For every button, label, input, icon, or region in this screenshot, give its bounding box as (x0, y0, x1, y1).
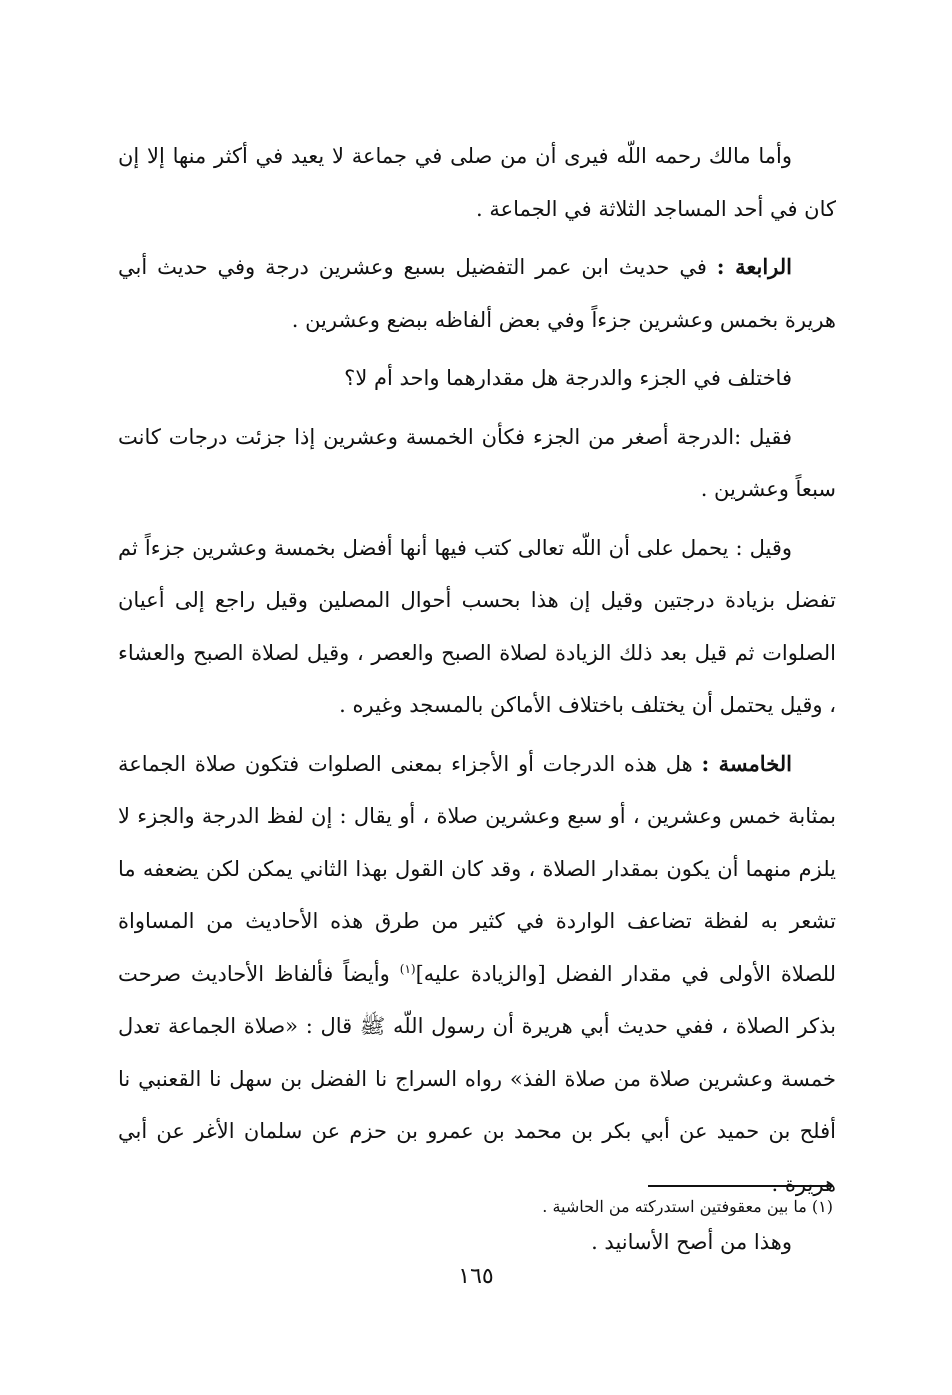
paragraph-fifth (118, 738, 836, 1211)
page-body (118, 130, 836, 1275)
footnote-divider (648, 1185, 833, 1187)
paragraph-second-opinion (118, 522, 836, 732)
footnote: (١) ما بين معقوفتين استدركته من الحاشية . (542, 1197, 833, 1216)
paragraph-fourth (118, 241, 836, 346)
paragraph-text: هل هذه الدرجات أو الأجزاء بمعنى الصلوات فتكون صلاة الجماعة بمثابة خمس وعشرين ، أو سبع وعشرين صلاة ، أو يقال : إن لفظ الدرجة والجزء لا يلزم منهما أن يكون بمقدار الصلاة ، وقد كان القول بهذا الثاني يمكن لكن يضعفه ما تشعر به لفظة تضاعف الواردة في كثير من طرق هذه الأحاديث من المساواة للصلاة الأولى في مقدار الفضل [والزيادة عليه] (118, 751, 837, 986)
page-number: ١٦٥ (458, 1264, 494, 1289)
footnote-reference: (١) (399, 961, 416, 976)
paragraph-text: وقيل : يحمل على أن اللّه تعالى كتب فيها أنها أفضل بخمسة وعشرين جزءاً ثم تفضل بزيادة درجتين وقيل إن هذا بحسب أحوال المصلين وقيل راجع إلى أعيان الصلوات ثم قيل بعد ذلك الزيادة لصلاة الصبح والعصر ، وقيل لصلاة الصبح والعشاء ، وقيل يحتمل أن يختلف باختلاف الأماكن بالمسجد وغيره . (118, 535, 836, 717)
paragraph-text: فاختلف في الجزء والدرجة هل مقدارهما واحد أم لا؟ (344, 366, 792, 390)
paragraph-text: في حديث ابن عمر التفضيل بسبع وعشرين درجة وفي حديث أبي هريرة بخمس وعشرين جزءاً وفي بعض ألفاظه ببضع وعشرين . (118, 255, 836, 332)
paragraph-malik (118, 130, 836, 235)
paragraph-text: وهذا من أصح الأسانيد . (591, 1230, 792, 1254)
paragraph-closing (118, 1216, 836, 1269)
paragraph-text: فقيل :الدرجة أصغر من الجزء فكأن الخمسة وعشرين إذا جزئت درجات كانت سبعاً وعشرين . (118, 424, 836, 501)
paragraph-question (118, 352, 836, 405)
paragraph-first-opinion (118, 411, 836, 516)
paragraph-text: وأما مالك رحمه اللّه فيرى أن من صلى في جماعة لا يعيد في أكثر منها إلا إن كان في أحد المساجد الثلاثة في الجماعة . (118, 144, 836, 221)
paragraph-text: وأيضاً فألفاظ الأحاديث صرحت بذكر الصلاة ، ففي حديث أبي هريرة أن رسول اللّه ﷺ قال : «صلاة الجماعة تعدل خمسة وعشرين صلاة من صلاة الفذ» رواه السراج نا الفضل بن سهل نا القعنبي نا أفلح بن حميد عن أبي بكر بن محمد بن عمرو بن حزم عن سلمان الأغر عن أبي هريرة . (118, 961, 836, 1196)
paragraph-heading: الخامسة : (701, 750, 792, 776)
paragraph-heading: الرابعة : (716, 254, 793, 279)
